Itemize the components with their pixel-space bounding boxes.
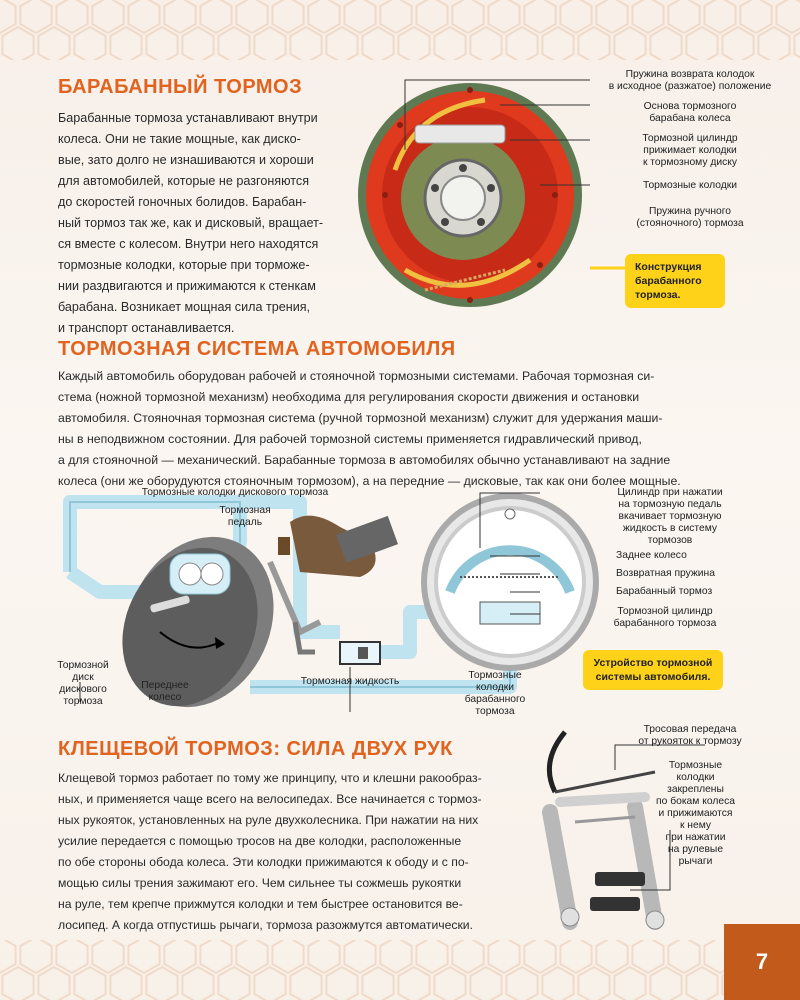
page-number: 7	[724, 924, 800, 1000]
hex-cell	[254, 27, 285, 60]
hex-cell	[380, 940, 411, 973]
hex-cell	[614, 967, 645, 1000]
honeycomb-decoration-top	[0, 0, 800, 60]
hex-cell	[38, 967, 69, 1000]
label-handbrake-spring: Пружина ручного (стояночного) тормоза	[636, 206, 744, 229]
text-line: тормозные колодки, которые при торможе-	[58, 258, 310, 272]
hex-cell	[380, 0, 411, 33]
hex-cell	[182, 27, 213, 60]
text-line: ся вместе с колесом. Внутри него находятся	[58, 237, 319, 251]
label-drum-cylinder: Тормозной цилиндр барабанного тормоза	[613, 606, 717, 629]
section-body-drum-brake	[58, 108, 348, 339]
callout-brake-system: Устройство тормозной системы автомобиля.	[583, 650, 723, 690]
hex-cell	[596, 0, 627, 33]
hex-cell	[146, 967, 177, 1000]
hex-cell	[488, 0, 519, 33]
label-brake-shoes: Тормозные колодки	[642, 180, 738, 191]
text-line: ны в неподвижном состоянии. Для рабочей тормозной системы применяется гидравлический привод,	[58, 432, 642, 446]
hex-cell	[506, 27, 537, 60]
text-line: ный тормоз так же, как и дисковый, вращает-	[58, 216, 324, 230]
hex-cell	[56, 940, 87, 973]
text-line: Каждый автомобиль оборудован рабочей и стояночной тормозными системами. Рабочая тормозная си-	[58, 369, 655, 383]
hex-cell	[326, 967, 357, 1000]
hex-cell	[686, 27, 717, 60]
hex-cell	[164, 0, 195, 33]
hex-cell	[632, 940, 663, 973]
callout-drum-construction: Конструкция барабанного тормоза.	[625, 254, 725, 308]
hex-cell	[344, 0, 375, 33]
label-drum-pads: Тормозные колодки барабанного тормоза	[464, 670, 526, 717]
text-line: барабана. Возникает мощная сила трения,	[58, 300, 311, 314]
label-cable-transmission: Тросовая передача от рукояток к тормозу	[638, 724, 742, 747]
hex-cell	[110, 967, 141, 1000]
hex-cell	[2, 967, 33, 1000]
label-rear-wheel: Заднее колесо	[616, 550, 687, 561]
hex-cell	[200, 0, 231, 33]
hex-cell	[272, 940, 303, 973]
section-title-drum-brake: БАРАБАННЫЙ ТОРМОЗ	[58, 76, 303, 98]
label-caliper-pads: Тормозные колодки закреплены по бокам колеса и прижимаются к нему при нажатии на рулевые рычаги	[656, 760, 735, 867]
hex-cell	[416, 0, 447, 33]
hex-cell	[668, 0, 699, 33]
label-drum-base: Основа тормозного барабана колеса	[643, 101, 737, 124]
label-return-spring-2: Возвратная пружина	[616, 568, 715, 579]
hex-cell	[92, 940, 123, 973]
hex-cell	[506, 967, 537, 1000]
hex-cell	[38, 27, 69, 60]
hex-cell	[740, 0, 771, 33]
hex-cell	[74, 27, 105, 60]
hex-cell	[2, 27, 33, 60]
hex-cell	[704, 0, 735, 33]
hex-cell	[362, 967, 393, 1000]
system-leader-lines	[360, 488, 605, 688]
hex-cell	[74, 967, 105, 1000]
hex-cell	[452, 0, 483, 33]
text-line: ных рукояток, установленных на руле двухколесника. При нажатии на них	[58, 813, 479, 827]
hex-cell	[470, 27, 501, 60]
hex-cell	[128, 940, 159, 973]
hex-cell	[650, 27, 681, 60]
hex-cell	[614, 27, 645, 60]
text-line: по обе стороны обода колеса. Эти колодки прижимаются к ободу и с по-	[58, 855, 469, 869]
text-line: стема (ножной тормозной механизм) необходима для регулирования скорости движения и остановки	[58, 390, 640, 404]
hex-cell	[0, 0, 16, 33]
hex-cell	[560, 940, 591, 973]
hex-cell	[452, 940, 483, 973]
hex-cell	[56, 0, 87, 33]
section-title-brake-system: ТОРМОЗНАЯ СИСТЕМА АВТОМОБИЛЯ	[58, 338, 456, 360]
label-brake-disc: Тормозной диск дискового тормоза	[57, 660, 109, 707]
label-disc-pads: Тормозные колодки дискового тормоза	[141, 487, 329, 498]
hex-cell	[434, 967, 465, 1000]
hex-cell	[398, 27, 429, 60]
text-line: на руле, тем крепче прижмутся колодки и тем быстрее остановится ве-	[58, 897, 463, 911]
hex-cell	[326, 27, 357, 60]
text-line: усилие передается с помощью тросов на две колодки, расположенные	[58, 834, 462, 848]
hex-cell	[470, 967, 501, 1000]
hex-cell	[164, 940, 195, 973]
hex-cell	[290, 27, 321, 60]
label-front-wheel: Переднее колесо	[141, 680, 189, 703]
hex-cell	[578, 27, 609, 60]
hex-cell	[218, 27, 249, 60]
hex-cell	[722, 27, 753, 60]
hex-cell	[272, 0, 303, 33]
hex-cell	[776, 0, 800, 33]
label-master-cylinder: Цилиндр при нажатии на тормозную педаль вкачивает тормозную жидкость в систему тормозов	[617, 487, 723, 546]
text-line: колеса. Они не такие мощные, как диско-	[58, 132, 301, 146]
honeycomb-decoration-bottom	[0, 940, 800, 1000]
hex-cell	[668, 940, 699, 973]
text-line: вые, зато долго не изнашиваются и хороши	[58, 153, 314, 167]
hex-cell	[344, 940, 375, 973]
label-brake-pedal: Тормозная педаль	[219, 505, 271, 528]
hex-cell	[308, 940, 339, 973]
text-line: Барабанные тормоза устанавливают внутри	[58, 111, 318, 125]
hex-cell	[110, 27, 141, 60]
hex-cell	[92, 0, 123, 33]
section-title-caliper-brake: КЛЕЩЕВОЙ ТОРМОЗ: СИЛА ДВУХ РУК	[58, 738, 453, 760]
callout-pointer	[590, 258, 630, 278]
hex-cell	[650, 967, 681, 1000]
hex-cell	[182, 967, 213, 1000]
hex-cell	[290, 967, 321, 1000]
text-line: и транспорт останавливается.	[58, 321, 235, 335]
hex-cell	[398, 967, 429, 1000]
hex-cell	[632, 0, 663, 33]
hex-cell	[218, 967, 249, 1000]
text-line: нии раздвигаются и прижимаются к стенкам	[58, 279, 316, 293]
hex-cell	[578, 967, 609, 1000]
hex-cell	[542, 27, 573, 60]
text-line: а для стояночной — механический. Барабанные тормоза в автомобилях обычно устанавливают на задние	[58, 453, 671, 467]
drum-leader-lines	[400, 70, 600, 210]
hex-cell	[758, 27, 789, 60]
text-line: Клещевой тормоз работает по тому же принципу, что и клешни ракообраз-	[58, 771, 482, 785]
hex-cell	[362, 27, 393, 60]
label-brake-fluid: Тормозная жидкость	[300, 676, 400, 687]
hex-cell	[488, 940, 519, 973]
hex-cell	[128, 0, 159, 33]
hex-cell	[20, 0, 51, 33]
hex-cell	[236, 0, 267, 33]
hex-cell	[254, 967, 285, 1000]
text-line: до скоростей гоночных болидов. Барабан-	[58, 195, 307, 209]
hex-cell	[524, 940, 555, 973]
text-line: автомобиля. Стояночная тормозная система (ручной тормозной механизм) служит для удержания маши-	[58, 411, 663, 425]
label-brake-cylinder: Тормозной цилиндр прижимает колодки к тормозному диску	[642, 133, 738, 168]
hex-cell	[596, 940, 627, 973]
hex-cell	[524, 0, 555, 33]
hex-cell	[308, 0, 339, 33]
text-line: колеса (они же оборудуются стояночным тормозом), а на передние — дисковые, так как они более мощные.	[58, 474, 681, 488]
text-line: ных, и применяется чаще всего на велосипедах. Все начинается с тормоз-	[58, 792, 482, 806]
text-line: мощью силы трения зажимают его. Чем сильнее ты сожмешь рукоятки	[58, 876, 462, 890]
text-line: для автомобилей, которые не разгоняются	[58, 174, 310, 188]
hex-cell	[542, 967, 573, 1000]
section-body-caliper-brake	[58, 768, 528, 936]
hex-cell	[236, 940, 267, 973]
hex-cell	[200, 940, 231, 973]
hex-cell	[560, 0, 591, 33]
section-body-brake-system	[58, 366, 758, 492]
hex-cell	[0, 940, 16, 973]
hex-cell	[146, 27, 177, 60]
label-drum-brake: Барабанный тормоз	[616, 586, 713, 597]
hex-cell	[416, 940, 447, 973]
hex-cell	[434, 27, 465, 60]
hex-cell	[686, 967, 717, 1000]
text-line: лосипед. А когда отпустишь рычаги, тормоза разожмутся автоматически.	[58, 918, 473, 932]
hex-cell	[20, 940, 51, 973]
label-return-spring: Пружина возврата колодок в исходное (разжатое) положение	[608, 69, 772, 92]
